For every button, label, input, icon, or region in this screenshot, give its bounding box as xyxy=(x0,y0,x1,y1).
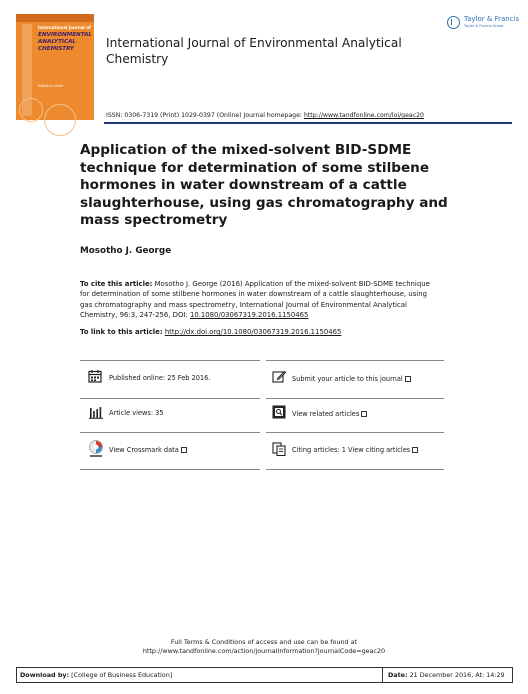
doi-link[interactable]: 10.1080/03067319.2016.1150465 xyxy=(189,311,309,320)
article-title: Application of the mixed-solvent BID-SDME technique for determination of some stilbene hormones in water downstream of a cattle slaughterhouse, using gas chromatography and mass spectrometry xyxy=(80,142,448,228)
published-online-text: Published online: 25 Feb 2016. xyxy=(109,374,211,382)
download-label: Download by: xyxy=(20,671,70,679)
external-link-icon xyxy=(181,447,187,453)
article-views-text: Article views: 35 xyxy=(109,409,164,417)
journal-title: International Journal of Environmental Analytical Chemistry xyxy=(106,36,402,66)
download-value: [College of Business Education] xyxy=(69,671,173,679)
box-divider xyxy=(80,432,260,433)
related-articles-icon xyxy=(272,405,286,419)
submit-article-link[interactable] xyxy=(292,375,411,383)
citing-articles-link[interactable] xyxy=(292,446,418,454)
external-link-icon xyxy=(405,376,411,382)
citing-articles-label: Citing articles: 1 View citing articles xyxy=(292,446,411,454)
view-related-articles-link[interactable] xyxy=(292,410,367,418)
edit-icon xyxy=(272,369,286,383)
cover-footer-text: Editor-in-Chief xyxy=(38,84,63,88)
link-label: To link to this article: xyxy=(80,328,163,336)
citation-block xyxy=(80,279,440,321)
article-url-link[interactable]: http://dx.doi.org/10.1080/03067319.2016.1150465 xyxy=(164,328,342,336)
date-label: Date: xyxy=(388,671,408,679)
header-divider xyxy=(104,122,512,124)
issn-line xyxy=(106,112,424,119)
related-articles-label: View related articles xyxy=(292,410,360,418)
box-divider xyxy=(80,469,260,470)
issn-text: ISSN: 0306-7319 (Print) 1029-0397 (Online) Journal homepage: xyxy=(106,112,304,119)
terms-url-link[interactable]: http://www.tandfonline.com/action/journalInformation?journalCode=geac20 xyxy=(142,647,386,655)
journal-cover-image xyxy=(16,14,94,120)
download-bar-separator xyxy=(382,667,383,683)
box-divider xyxy=(80,398,260,399)
publisher-subname: Taylor & Francis Group xyxy=(464,24,504,28)
bar-chart-icon xyxy=(89,405,103,419)
journal-homepage-link[interactable]: http://www.tandfonline.com/loi/geac20 xyxy=(303,112,424,119)
crossmark-link[interactable] xyxy=(109,446,187,454)
calendar-icon xyxy=(88,369,102,383)
cover-title: ENVIRONMENTAL ANALYTICAL CHEMISTRY xyxy=(38,32,93,52)
box-divider xyxy=(266,398,444,399)
article-link-line xyxy=(80,328,341,336)
download-date xyxy=(388,671,505,679)
cite-label: To cite this article: xyxy=(80,280,153,288)
submit-article-label: Submit your article to this journal xyxy=(292,375,403,383)
cite-text: Mosotho J. George (2016) Application of the mixed-solvent BID-SDME technique for determination of some stilbene hormones in water downstream of a cattle slaughterhouse, using gas chromatography and mass spectrometry, International Journal of Environmental Analytical Chemistry, 96:3, 247-256, DOI: xyxy=(80,280,430,320)
box-divider xyxy=(266,469,444,470)
box-divider xyxy=(80,360,260,361)
box-divider xyxy=(266,360,444,361)
article-author: Mosotho J. George xyxy=(80,246,172,256)
publisher-name: Taylor & Francis xyxy=(464,15,520,23)
date-value: 21 December 2016, At: 14:29 xyxy=(407,671,505,679)
external-link-icon xyxy=(361,411,367,417)
publisher-logo xyxy=(447,14,519,34)
crossmark-label: View Crossmark data xyxy=(109,446,179,454)
downloaded-by xyxy=(20,671,172,679)
terms-footer xyxy=(0,638,528,656)
cover-top-line: International Journal of xyxy=(38,25,91,30)
external-link-icon xyxy=(412,447,418,453)
citing-articles-icon xyxy=(272,442,286,456)
crossmark-icon xyxy=(88,440,104,460)
publisher-logo-icon xyxy=(447,16,460,29)
terms-line: Full Terms & Conditions of access and use can be found at xyxy=(170,638,358,646)
box-divider xyxy=(266,432,444,433)
